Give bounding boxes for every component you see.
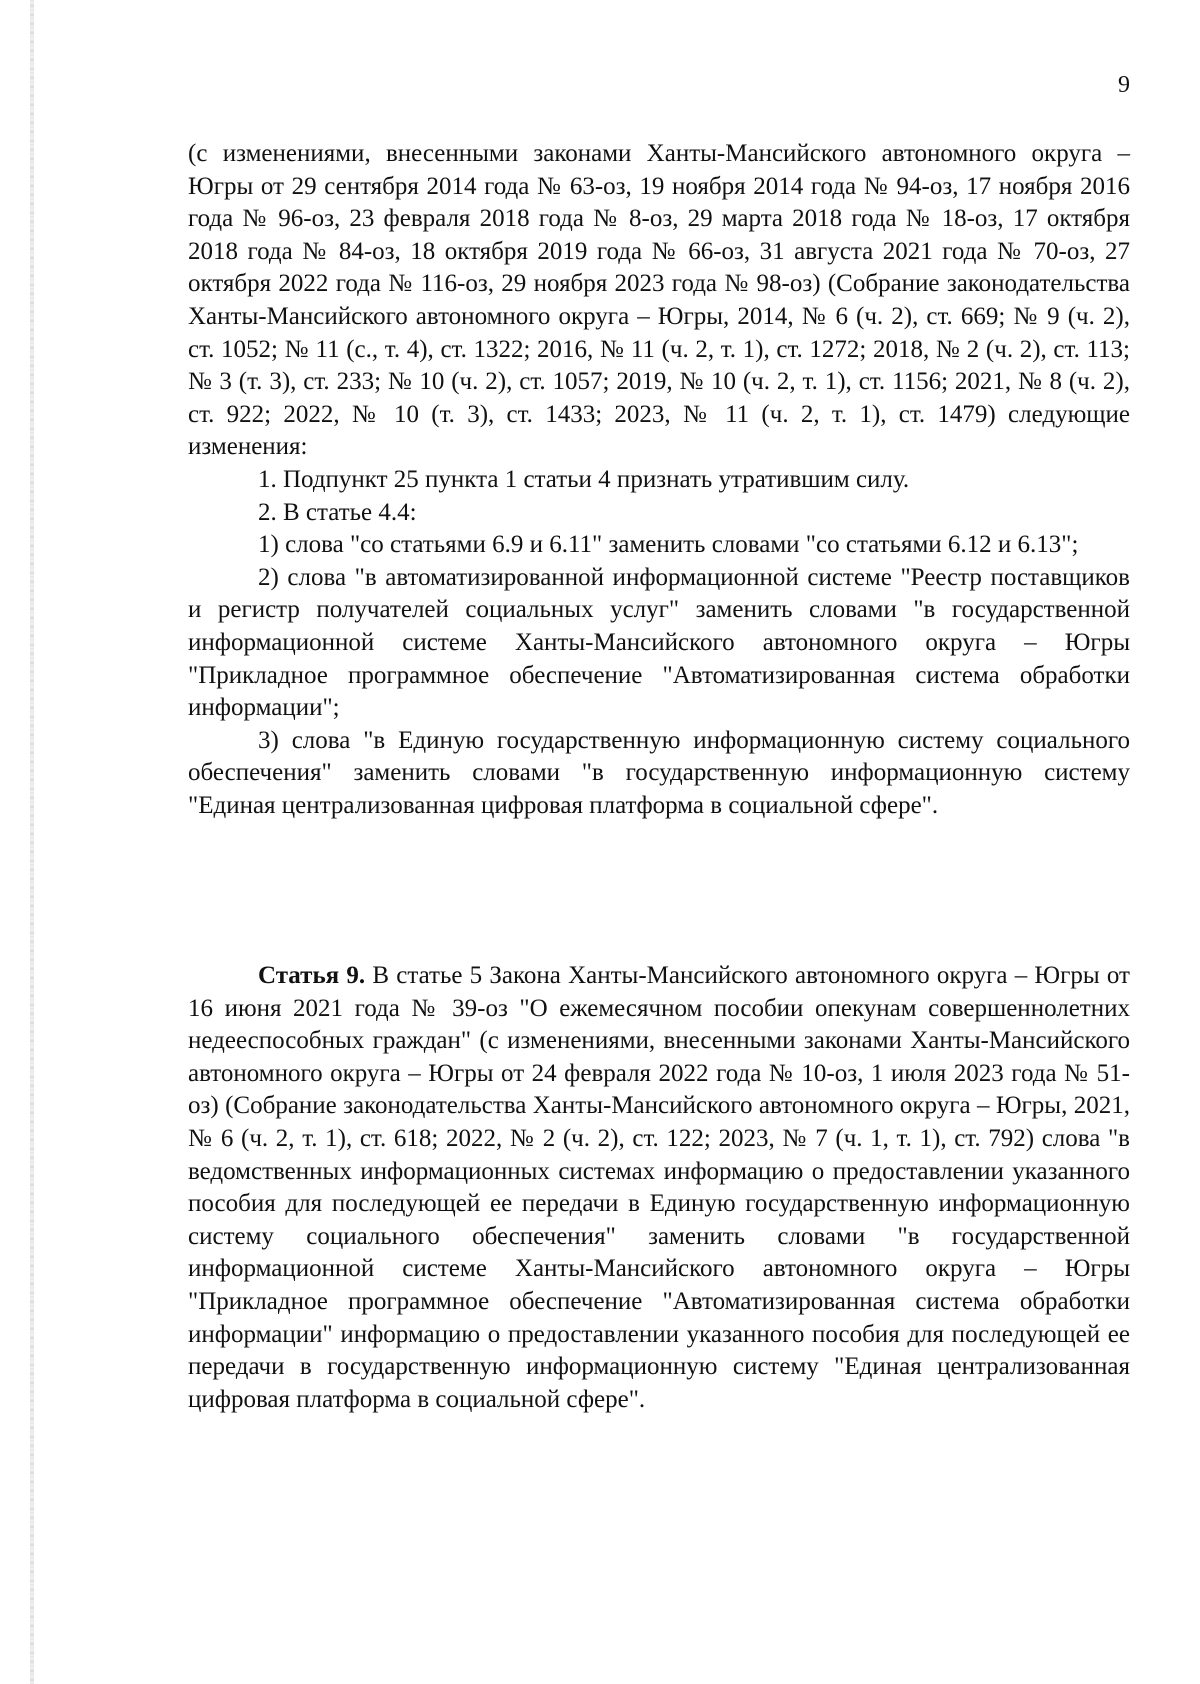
article-9-body: В статье 5 Закона Ханты-Мансийского автономного округа – Югры от 16 июня 2021 года № 39-оз "О ежемесячном пособии опекунам совершеннолетних недееспособных граждан" (с изменениями, внесенными законами Ханты-Мансийского автономного округа – Югры от 24 февраля 2022 года № 10-оз, 1 июля 2023 года № 51-оз) (Собрание законодательства Ханты-Мансийского автономного округа – Югры, 2021, № 6 (ч. 2, т. 1), ст. 618; 2022, № 2 (ч. 2), ст. 122; 2023, № 7 (ч. 1, т. 1), ст. 792) слова "в ведомственных информационных системах информацию о предоставлении указанного пособия для последующей ее передачи в Единую государственную информационную систему социального обеспечения" заменить словами "в государственной информационной системе Ханты-Мансийского автономного округа – Югры "Прикладное программное обеспечение "Автоматизированная система обработки информации" информацию о предоставлении указанного пособия для последующей ее передачи в государственную информационную систему "Единая централизованная цифровая платформа в социальной сфере". — [188, 962, 1130, 1413]
page-number: 9 — [1118, 72, 1130, 98]
scan-edge-decoration — [30, 0, 34, 1684]
subitem-3: 3) слова "в Единую государственную информационную систему социального обеспечения" заменить словами "в государственную информационную систему "Единая централизованная цифровая платформа в социальной сфере". — [188, 726, 1130, 819]
amendments-section — [188, 138, 1130, 822]
intro-paragraph: (с изменениями, внесенными законами Ханты-Мансийского автономного округа – Югры от 29 сентября 2014 года № 63-оз, 19 ноября 2014 года № 94-оз, 17 ноября 2016 года № 96-оз, 23 февраля 2018 года № 8-оз, 29 марта 2018 года № 18-оз, 17 октября 2018 года № 84-оз, 18 октября 2019 года № 66-оз, 31 августа 2021 года № 70-оз, 27 октября 2022 года № 116-оз, 29 ноября 2023 года № 98-оз) (Собрание законодательства Ханты-Мансийского автономного округа – Югры, 2014, № 6 (ч. 2), ст. 669; № 9 (ч. 2), ст. 1052; № 11 (с., т. 4), ст. 1322; 2016, № 11 (ч. 2, т. 1), ст. 1272; 2018, № 2 (ч. 2), ст. 113; № 3 (т. 3), ст. 233; № 10 (ч. 2), ст. 1057; 2019, № 10 (ч. 2, т. 1), ст. 1156; 2021, № 8 (ч. 2), ст. 922; 2022, № 10 (т. 3), ст. 1433; 2023, № 11 (ч. 2, т. 1), ст. 1479) следующие изменения: — [188, 140, 1130, 461]
article-9-paragraph — [188, 960, 1130, 1416]
list-item-2: 2. В статье 4.4: — [258, 498, 417, 526]
list-item-1: 1. Подпункт 25 пункта 1 статьи 4 признать утратившим силу. — [258, 465, 910, 493]
article-9-title: Статья 9. — [258, 962, 366, 989]
article-9-section — [188, 960, 1130, 1416]
subitem-1: 1) слова "со статьями 6.9 и 6.11" заменить словами "со статьями 6.12 и 6.13"; — [258, 531, 1079, 559]
subitem-2: 2) слова "в автоматизированной информационной системе "Реестр поставщиков и регистр получателей социальных услуг" заменить словами "в государственной информационной системе Ханты-Мансийского автономного округа – Югры "Прикладное программное обеспечение "Автоматизированная система обработки информации"; — [188, 563, 1130, 722]
